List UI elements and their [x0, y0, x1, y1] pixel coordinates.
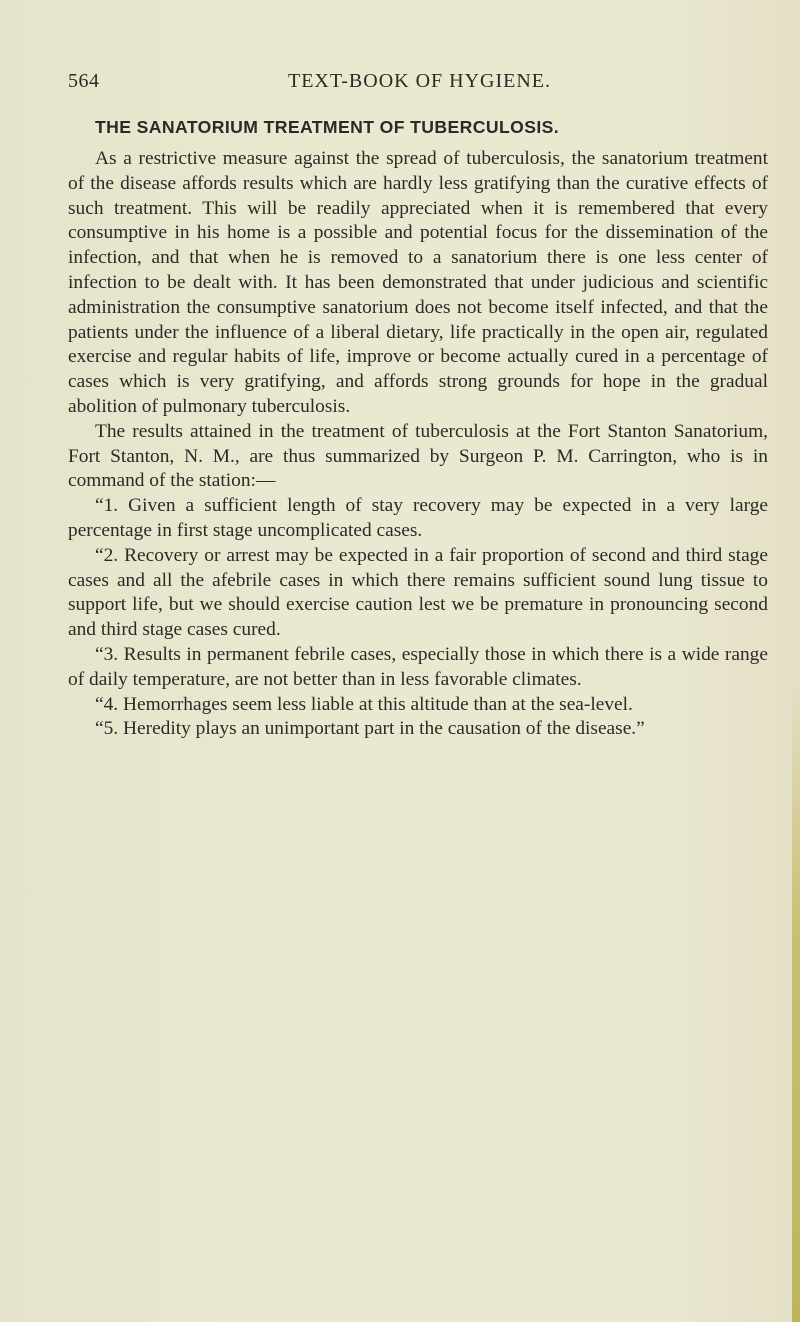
body-text [68, 147, 768, 742]
paragraph-point-5: “5. Heredity plays an unimportant part in the causation of the disease.” [95, 718, 645, 740]
paragraph-point-1: “1. Given a sufficient length of stay recovery may be expected in a very large percentage in first stage uncomplicated cases. [68, 495, 768, 541]
paragraph-intro: As a restrictive measure against the spread of tuberculosis, the sanatorium treatment of the disease affords results which are hardly less gratifying than the curative effects of such treatment. This will be readily appreciated when it is remembered that every consumptive in his home is a possible and potential focus for the dissemination of the infection, and that when he is removed to a sanatorium there is one less center of infection to be dealt with. It has been demonstrated that under judicious and scientific administration the consumptive sanatorium does not become itself infected, and that the patients under the influence of a liberal dietary, life practically in the open air, regulated exercise and regular habits of life, improve or become actually cured in a percentage of cases which is very gratifying, and affords strong grounds for hope in the gradual abolition of pulmonary tuberculosis. [68, 148, 768, 417]
section-title: THE SANATORIUM TREATMENT OF TUBERCULOSIS. [95, 117, 560, 137]
paragraph-results: The results attained in the treatment of tuberculosis at the Fort Stanton Sanatorium, Fort Stanton, N. M., are thus summarized by Surgeon P. M. Carrington, who is in command of the station:— [68, 420, 768, 492]
running-head [68, 70, 768, 100]
book-title: TEXT-BOOK OF HYGIENE. [288, 70, 552, 92]
page-number: 564 [68, 70, 100, 92]
paragraph-point-2: “2. Recovery or arrest may be expected in a fair proportion of second and third stage cases and all the afebrile cases in which there remains sufficient sound lung tissue to support life, but we should exercise caution lest we be premature in pronouncing second and third stage cases cured. [68, 544, 768, 641]
paragraph-point-4: “4. Hemorrhages seem less liable at this altitude than at the sea-level. [95, 693, 633, 715]
paragraph-point-3: “3. Results in permanent febrile cases, especially those in which there is a wide range of daily temperature, are not better than in less favorable climates. [68, 643, 768, 690]
page-edge [792, 680, 800, 1322]
